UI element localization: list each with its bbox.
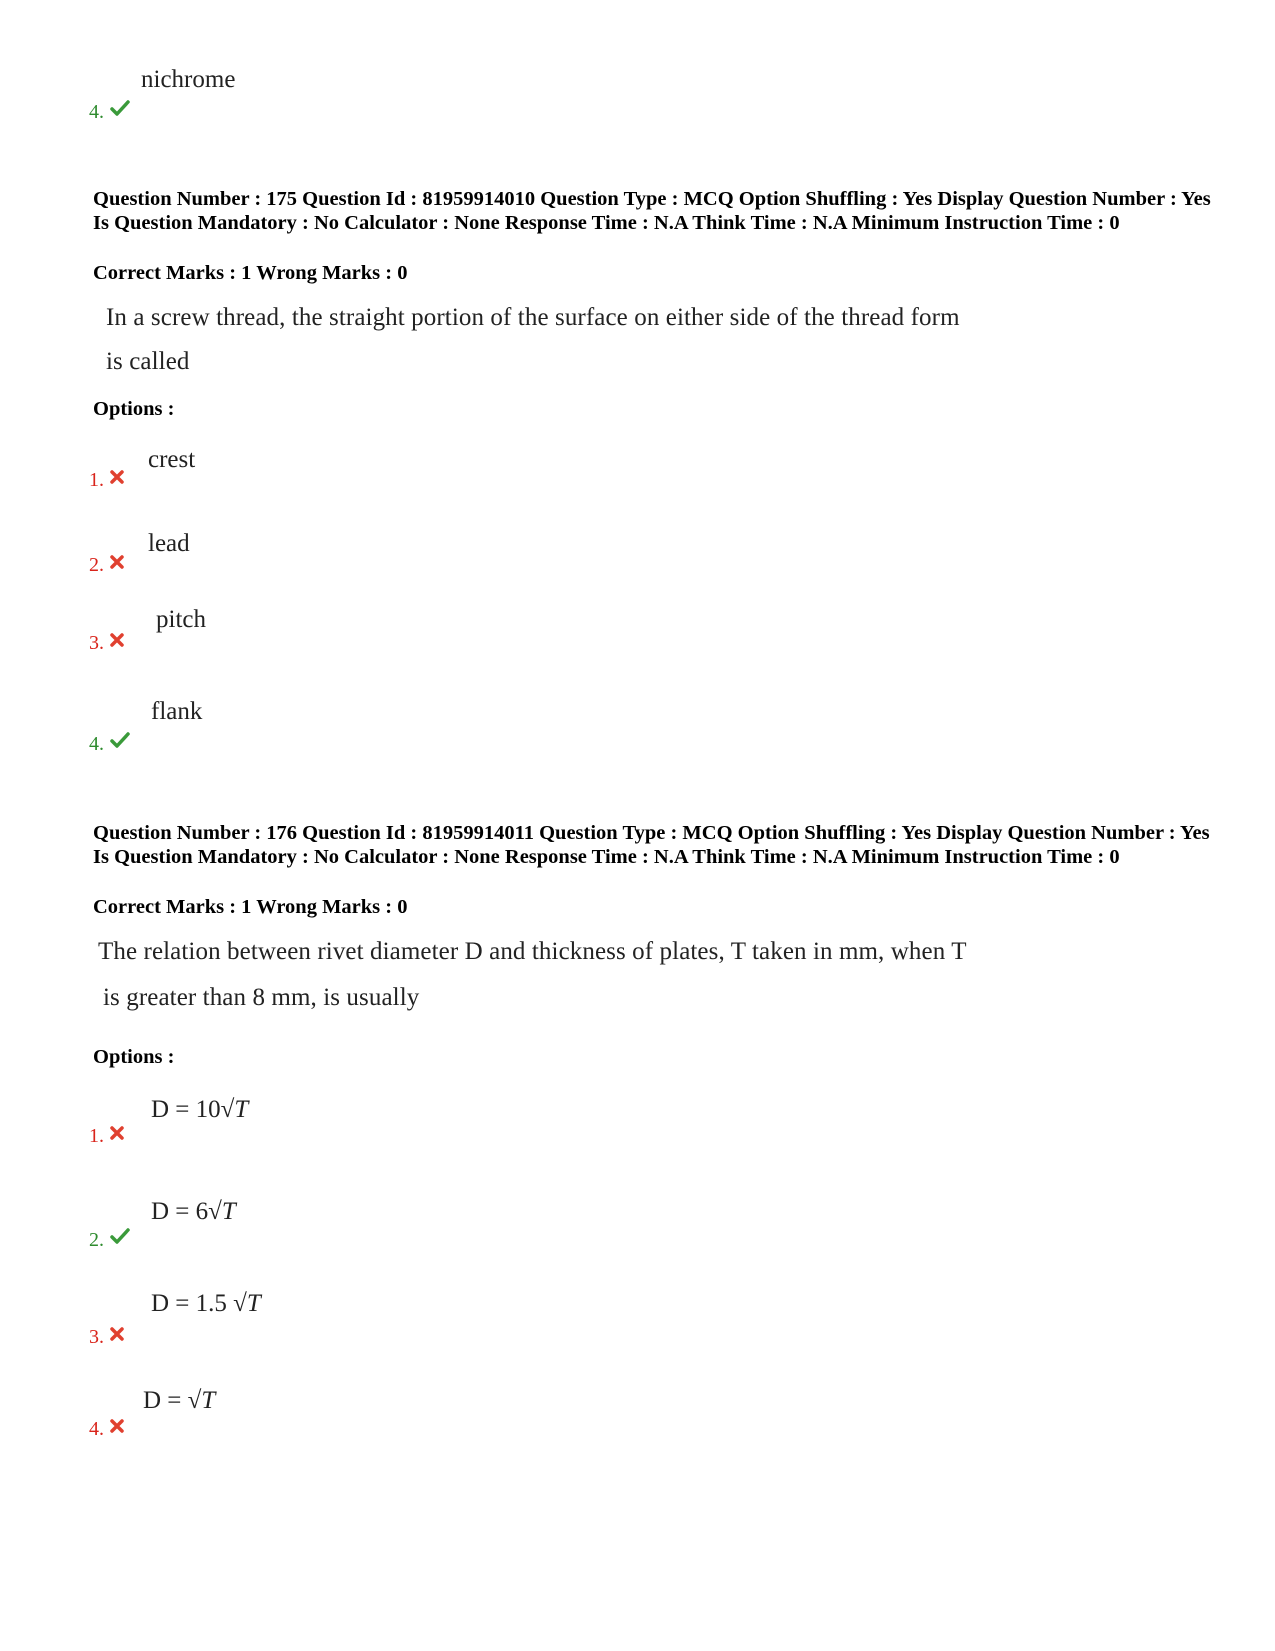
- option-number: [89, 1324, 124, 1349]
- formula-prefix: D = 6: [151, 1198, 209, 1225]
- option-number: [89, 1416, 124, 1441]
- cross-icon: [110, 630, 124, 653]
- formula-prefix: D = 10: [151, 1096, 221, 1123]
- option-text: pitch: [156, 606, 206, 633]
- option-number-label: 4.: [89, 101, 104, 123]
- formula-variable: T: [234, 1096, 249, 1123]
- option-text: lead: [148, 530, 190, 557]
- option-number-label: 1.: [89, 469, 104, 491]
- option-number: [89, 731, 130, 756]
- check-icon: [110, 99, 130, 122]
- option-formula: [151, 1096, 248, 1124]
- check-icon: [110, 1227, 130, 1250]
- formula-prefix: D = 1.5: [151, 1290, 234, 1317]
- question-text-line: is greater than 8 mm, is usually: [103, 984, 420, 1011]
- option-text: crest: [148, 446, 196, 473]
- option-number-label: 2.: [89, 1229, 104, 1251]
- cross-icon: [110, 1123, 124, 1146]
- question-marks: Correct Marks : 1 Wrong Marks : 0: [93, 896, 408, 918]
- option-number: [89, 1123, 124, 1148]
- option-number: [89, 630, 124, 655]
- radical-sign: √: [208, 1198, 222, 1225]
- option-number-label: 4.: [89, 733, 104, 755]
- option-number-label: 1.: [89, 1125, 104, 1147]
- question-text-line: In a screw thread, the straight portion of the surface on either side of the thread form: [106, 304, 960, 331]
- formula-variable: T: [246, 1290, 261, 1317]
- option-number: [89, 467, 124, 492]
- option-number: [89, 552, 124, 577]
- formula-variable: T: [201, 1387, 216, 1414]
- options-label: Options :: [93, 398, 175, 420]
- option-number: [89, 99, 130, 124]
- question-marks: Correct Marks : 1 Wrong Marks : 0: [93, 262, 408, 284]
- cross-icon: [110, 1324, 124, 1347]
- option-formula: [143, 1387, 215, 1415]
- radical-sign: √: [220, 1096, 235, 1123]
- question-text-line: is called: [106, 348, 190, 375]
- radical-sign: √: [187, 1387, 202, 1414]
- question-meta: Question Number : 175 Question Id : 81959914010 Question Type : MCQ Option Shuffling : Yes Display Question Number : Yes Is Question Mandatory : No Calculator : None Response Time : N.A Think Time : N.A Minimum Instruction Time : 0: [93, 188, 1211, 234]
- option-text: nichrome: [141, 66, 236, 93]
- radical-sign: √: [233, 1290, 247, 1317]
- option-number-label: 2.: [89, 554, 104, 576]
- options-label: Options :: [93, 1046, 175, 1068]
- cross-icon: [110, 467, 124, 490]
- cross-icon: [110, 1416, 124, 1439]
- question-meta: Question Number : 176 Question Id : 81959914011 Question Type : MCQ Option Shuffling : Yes Display Question Number : Yes Is Question Mandatory : No Calculator : None Response Time : N.A Think Time : N.A Minimum Instruction Time : 0: [93, 822, 1210, 868]
- option-number: [89, 1227, 130, 1252]
- question-text-line: The relation between rivet diameter D and thickness of plates, T taken in mm, when T: [98, 938, 967, 965]
- option-number-label: 4.: [89, 1418, 104, 1440]
- option-number-label: 3.: [89, 632, 104, 654]
- option-text: flank: [151, 698, 203, 725]
- option-formula: [151, 1290, 261, 1318]
- check-icon: [110, 731, 130, 754]
- option-number-label: 3.: [89, 1326, 104, 1348]
- formula-variable: T: [221, 1198, 236, 1225]
- formula-prefix: D =: [143, 1387, 188, 1414]
- option-formula: [151, 1198, 236, 1226]
- cross-icon: [110, 552, 124, 575]
